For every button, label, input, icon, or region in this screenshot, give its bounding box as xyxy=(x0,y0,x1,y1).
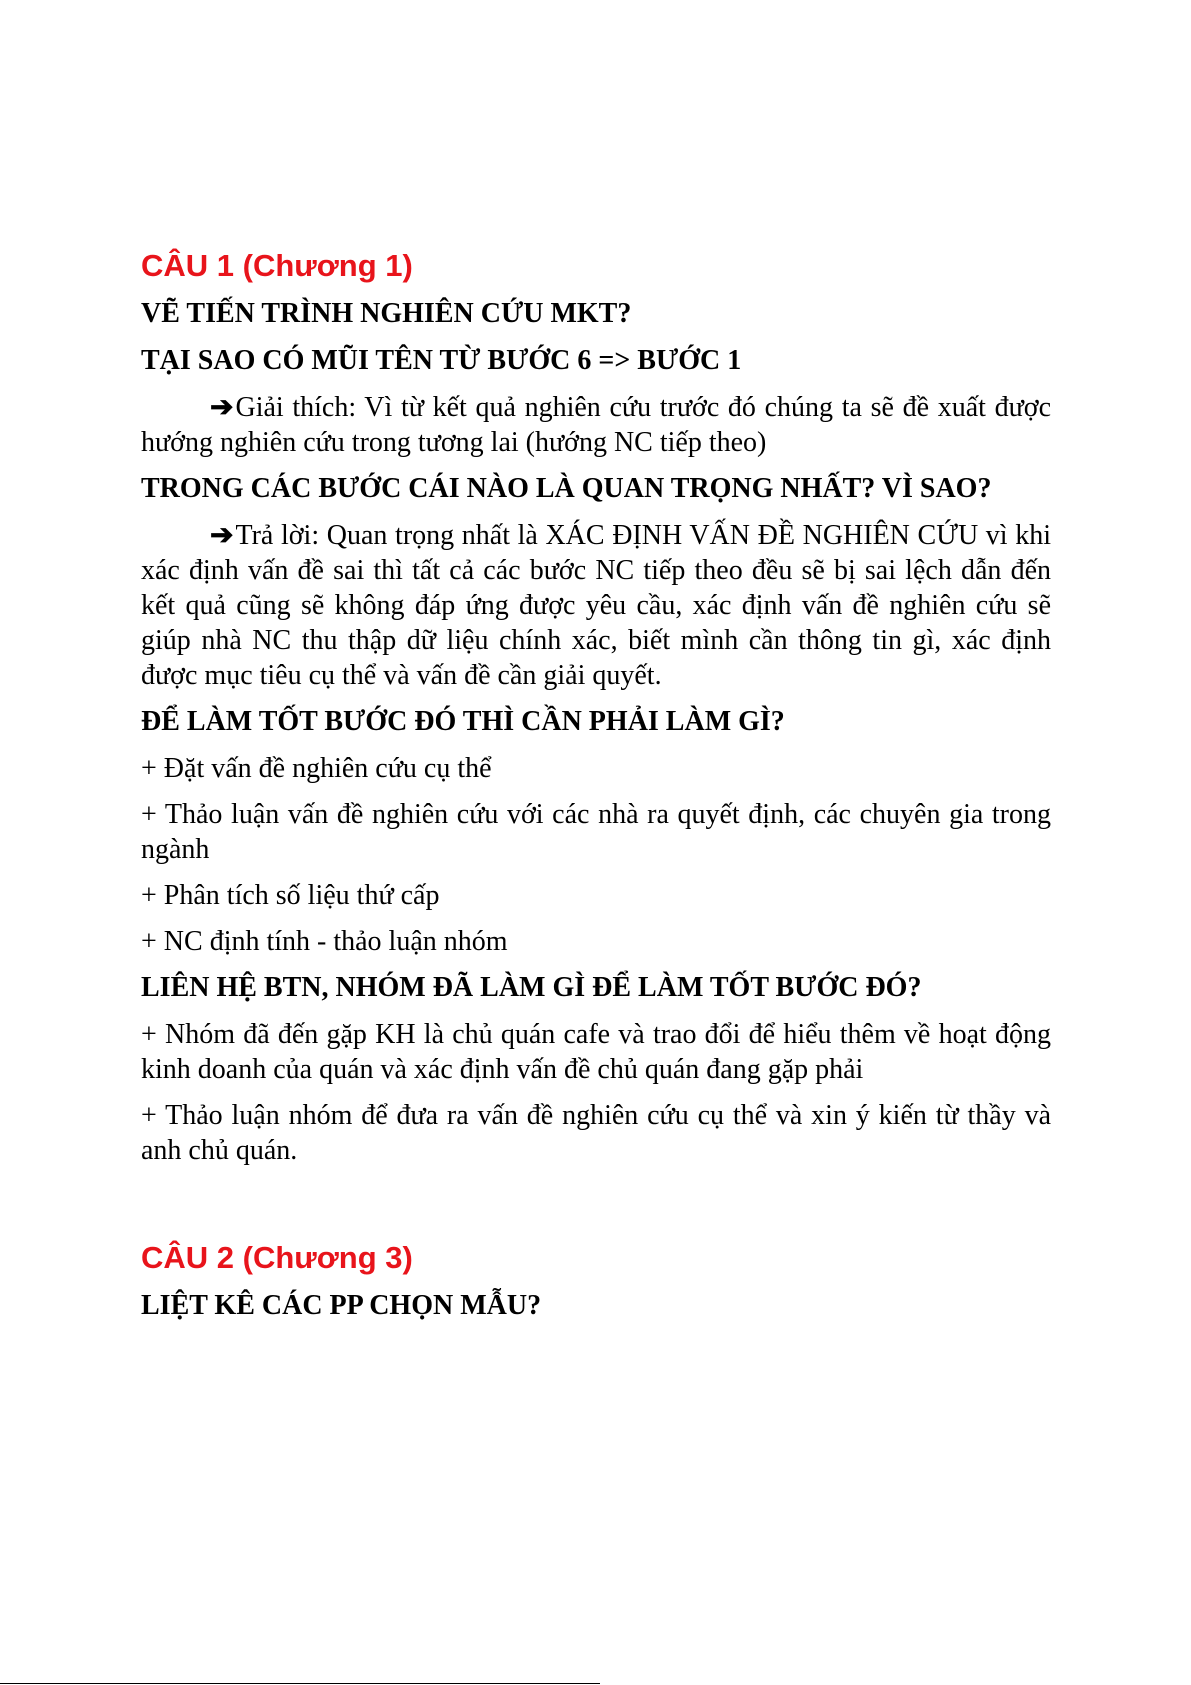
question-most-important-step: TRONG CÁC BƯỚC CÁI NÀO LÀ QUAN TRỌNG NHẤT? VÌ SAO? xyxy=(141,473,992,504)
question-why-arrow: TẠI SAO CÓ MŨI TÊN TỪ BƯỚC 6 => BƯỚC 1 xyxy=(141,345,742,376)
answer-text: Trả lời: Quan trọng nhất là XÁC ĐỊNH VẤN ĐỀ NGHIÊN CỨU vì khi xác định vấn đề sai thì tất cả các bước NC tiếp theo đều sẽ bị sai lệch dẫn đến kết quả cũng sẽ không đáp ứng được yêu cầu, xác định vấn đề nghiên cứu sẽ giúp nhà NC thu thập dữ liệu chính xác, biết mình cần thông tin gì, xác định được mục tiêu cụ thể và vấn đề cần giải quyết. xyxy=(141,520,1051,691)
page-bottom-rule xyxy=(0,1683,600,1684)
chapter-heading-2: CÂU 2 (Chương 3) xyxy=(141,1240,413,1275)
question-group-relation: LIÊN HỆ BTN, NHÓM ĐÃ LÀM GÌ ĐỂ LÀM TỐT BƯỚC ĐÓ? xyxy=(141,972,922,1003)
document-body xyxy=(141,246,1051,1335)
question-how-to-do-well: ĐỂ LÀM TỐT BƯỚC ĐÓ THÌ CẦN PHẢI LÀM GÌ? xyxy=(141,706,785,737)
chapter-heading-1: CÂU 1 (Chương 1) xyxy=(141,248,413,283)
list-item: + NC định tính - thảo luận nhóm xyxy=(141,926,508,957)
list-item: + Đặt vấn đề nghiên cứu cụ thể xyxy=(141,753,492,784)
list-item: + Nhóm đã đến gặp KH là chủ quán cafe và trao đổi để hiểu thêm về hoạt động kinh doanh của quán và xác định vấn đề chủ quán đang gặp phải xyxy=(141,1019,1051,1085)
arrow-right-icon: ➔ xyxy=(210,392,234,423)
question-draw-process: VẼ TIẾN TRÌNH NGHIÊN CỨU MKT? xyxy=(141,298,632,329)
answer-text: Giải thích: Vì từ kết quả nghiên cứu trước đó chúng ta sẽ đề xuất được hướng nghiên cứu trong tương lai (hướng NC tiếp theo) xyxy=(141,392,1051,458)
answer-most-important-step xyxy=(141,518,1051,693)
question-sampling-methods: LIỆT KÊ CÁC PP CHỌN MẪU? xyxy=(141,1290,542,1321)
arrow-right-icon: ➔ xyxy=(210,520,234,551)
list-item: + Thảo luận vấn đề nghiên cứu với các nhà ra quyết định, các chuyên gia trong ngành xyxy=(141,799,1051,865)
list-item: + Phân tích số liệu thứ cấp xyxy=(141,880,440,911)
list-item: + Thảo luận nhóm để đưa ra vấn đề nghiên cứu cụ thể và xin ý kiến từ thầy và anh chủ quán. xyxy=(141,1100,1051,1166)
answer-why-arrow xyxy=(141,390,1051,460)
